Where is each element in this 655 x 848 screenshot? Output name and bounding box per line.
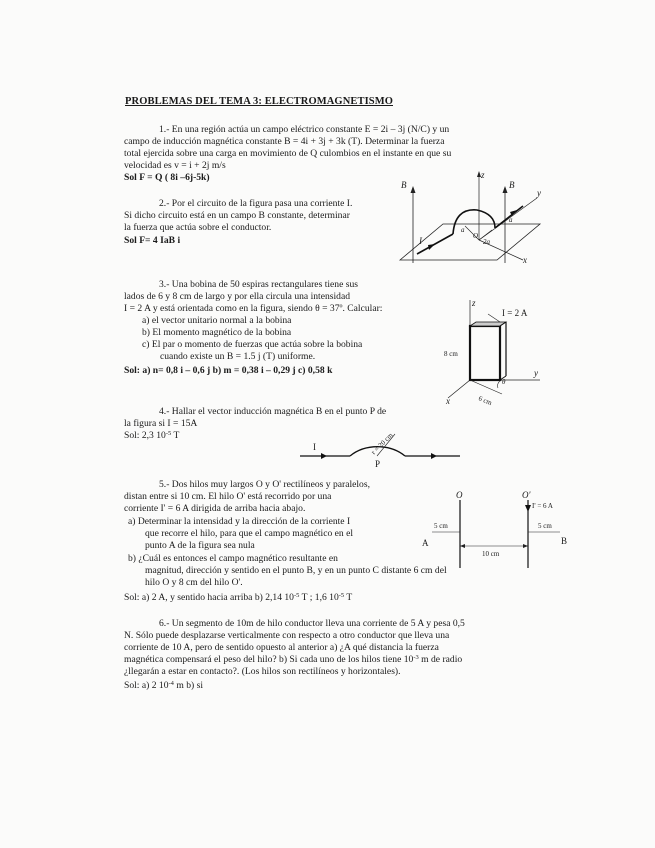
p4-line-1: 4.- Hallar el vector inducción magnética B en el punto P de xyxy=(159,406,387,417)
p6-line-1: 6.- Un segmento de 10m de hilo conductor lleva una corriente de 5 A y pesa 0,5 xyxy=(159,618,465,629)
p6-sol-text: Sol: a) 2 10 xyxy=(124,680,169,691)
fig2-b1: B xyxy=(401,180,407,190)
p1-line-3: total ejercida sobre una carga en movimiento de Q culombios en el instante en que su xyxy=(124,148,452,159)
p1-line-4: velocidad es v = i + 2j m/s xyxy=(124,160,226,171)
fig5-d3: 10 cm xyxy=(482,550,500,558)
p6-line-5: ¿llegarán a estar en contacto?. (Los hilos son rectilíneos y horizontales). xyxy=(124,666,401,677)
p6-line-2: N. Sólo puede desplazarse verticalmente con respecto a otro conductor que lleva una xyxy=(124,630,450,641)
fig3-y: y xyxy=(534,368,538,378)
fig3-x: x xyxy=(446,396,450,406)
p5-line-1: 5.- Dos hilos muy largos O y O' rectilíneos y paralelos, xyxy=(159,479,370,490)
p5-item-b: b) ¿Cuál es entonces el campo magnético resultante en xyxy=(128,553,338,564)
fig4-p: P xyxy=(375,459,381,469)
p4-solution xyxy=(124,430,179,441)
fig2-o: O xyxy=(473,232,479,240)
fig5-a: A xyxy=(422,538,429,548)
p5-item-a3: punto A de la figura sea nula xyxy=(145,540,255,551)
p1-line-1: 1.- En una región actúa un campo eléctrico constante E = 2i – 3j (N/C) y un xyxy=(159,124,450,135)
fig5-o: O xyxy=(456,490,463,500)
p3-item-c: c) El par o momento de fuerzas que actúa sobre la bobina xyxy=(142,339,363,350)
circuit-figure xyxy=(395,168,545,278)
p5-sol-exp1: -5 xyxy=(293,592,300,599)
fig2-z: z xyxy=(481,170,485,180)
fig3-z: z xyxy=(472,298,476,308)
fig5-d2: 5 cm xyxy=(538,522,552,530)
p3-line-2: lados de 6 y 8 cm de largo y por ella circula una intensidad xyxy=(124,291,351,302)
p5-sol-end: T xyxy=(344,592,353,603)
fig5-b: B xyxy=(561,536,568,546)
fig2-y: y xyxy=(537,188,541,198)
p5-item-a2: que recorre el hilo, para que el campo magnético en el xyxy=(145,528,354,539)
p6-solution xyxy=(124,680,203,691)
fig5-i2: I' = 6 A xyxy=(532,502,553,510)
p5-item-b2: magnitud, dirección y sentido en el punto B, y en un punto C distante 6 cm del xyxy=(145,565,447,576)
p5-sol-mid: T ; 1,6 10 xyxy=(299,592,339,603)
fig3-theta: θ xyxy=(502,378,506,386)
fig4-i: I xyxy=(313,442,316,452)
p3-item-b: b) El momento magnético de la bobina xyxy=(142,327,292,338)
fig2-i: I xyxy=(419,236,422,246)
p5-sol-text: Sol: a) 2 A, y sentido hacia arriba b) 2,14 10 xyxy=(124,592,294,603)
fig2-a2: a xyxy=(509,216,513,224)
p5-line-3: corriente I' = 6 A dirigida de arriba hacia abajo. xyxy=(124,503,306,514)
p1-solution: Sol F = Q ( 8i –6j-5k) xyxy=(124,172,210,183)
p2-solution: Sol F= 4 IaB i xyxy=(124,235,181,246)
fig2-a: a xyxy=(461,226,465,234)
p5-sol-exp2: -5 xyxy=(338,592,345,599)
p6-line-4-exp: -3 xyxy=(413,654,419,661)
p1-line-2: campo de inducción magnética constante B = 4i + 3j + 3k (T). Determinar la fuerza xyxy=(124,136,445,147)
page-title: PROBLEMAS DEL TEMA 3: ELECTROMAGNETISMO xyxy=(125,96,393,107)
fig3-h: 8 cm xyxy=(444,350,458,358)
p6-line-3: corriente de 10 A, pero de sentido opuesto al anterior a) ¿A qué distancia la fuerza xyxy=(124,642,439,653)
p4-line-2: la figura si I = 15A xyxy=(124,418,198,429)
fig2-b2: B xyxy=(509,180,515,190)
p2-line-3: la fuerza que actúa sobre el conductor. xyxy=(124,222,272,233)
p3-line-3: I = 2 A y está orientada como en la figura, siendo θ = 37º. Calcular: xyxy=(124,303,383,314)
fig3-i: I = 2 A xyxy=(502,308,528,318)
p6-line-4-end: m de radio xyxy=(418,654,463,665)
p6-sol-exp: -4 xyxy=(168,680,174,687)
p4-sol-unit: T xyxy=(171,430,180,441)
p3-item-a: a) el vector unitario normal a la bobina xyxy=(142,315,292,326)
p5-solution xyxy=(124,592,352,603)
coil-figure xyxy=(440,296,550,406)
p4-sol-text: Sol: 2,3 10 xyxy=(124,430,166,441)
semicircle-wire-figure xyxy=(295,420,465,470)
fig5-d1: 5 cm xyxy=(434,522,448,530)
p6-line-4-text: magnética compensará el peso del hilo? b) Si cada uno de los hilos tiene 10 xyxy=(124,654,414,665)
p6-line-4 xyxy=(124,654,462,665)
fig4-r: r = 20 cm xyxy=(369,431,395,457)
p2-line-2: Si dicho circuito está en un campo B constante, determinar xyxy=(124,210,350,221)
p5-item-b3: hilo O y 8 cm del hilo O'. xyxy=(145,577,243,588)
fig3-w: 6 cm xyxy=(477,394,494,408)
p3-item-c2: cuando existe un B = 1.5 j (T) uniforme. xyxy=(160,351,316,362)
p6-sol-end: m b) si xyxy=(173,680,203,691)
p3-line-1: 3.- Una bobina de 50 espiras rectangulares tiene sus xyxy=(159,279,359,290)
fig5-o2: O' xyxy=(522,490,531,500)
p5-line-2: distan entre si 10 cm. El hilo O' está recorrido por una xyxy=(124,491,332,502)
fig2-x: x xyxy=(523,255,527,265)
fig2-2a: 2a xyxy=(483,238,490,246)
parallel-wires-figure xyxy=(418,490,573,570)
p2-line-1: 2.- Por el circuito de la figura pasa una corriente I. xyxy=(159,198,353,209)
p4-sol-exp: -5 xyxy=(165,430,172,437)
p5-item-a: a) Determinar la intensidad y la dirección de la corriente I xyxy=(128,516,351,527)
p3-solution: Sol: a) n= 0,8 i – 0,6 j b) m = 0,38 i – 0,29 j c) 0,58 k xyxy=(124,365,333,376)
